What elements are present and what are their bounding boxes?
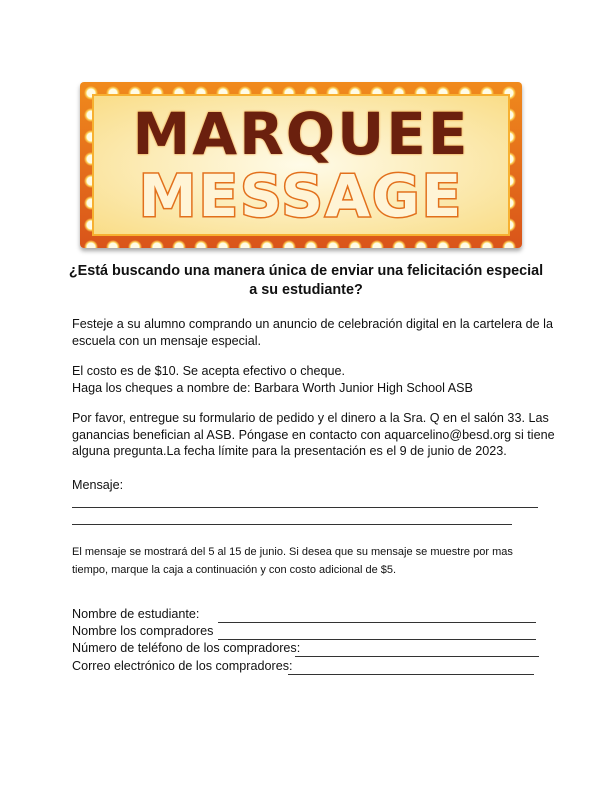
buyers-email-field[interactable] (288, 674, 534, 675)
text-line: tiempo, marque la caja a continuación y con costo adicional de $5. (72, 564, 397, 576)
buyers-name-label: Nombre los compradores (72, 624, 214, 638)
heading (60, 262, 552, 300)
logo-line2: MESSAGE (138, 162, 464, 230)
buyers-name-field[interactable] (218, 639, 536, 640)
text-line: El costo es de $10. Se acepta efectivo o cheque. (72, 364, 346, 378)
cost-paragraph (72, 363, 473, 396)
text-line: El mensaje se mostrará del 5 al 15 de junio. Si desea que su mensaje se muestre por mas (72, 546, 513, 558)
buyers-phone-label: Número de teléfono de los compradores: (72, 641, 301, 655)
logo-line1: MARQUEE (132, 100, 470, 168)
message-label: Mensaje: (72, 478, 124, 492)
logo-panel (92, 94, 510, 236)
display-note (72, 543, 513, 579)
heading-line: a su estudiante? (249, 282, 363, 298)
text-line: ganancias benefician al ASB. Póngase en contacto con aquarcelino@besd.org si tiene (72, 427, 555, 442)
instructions-paragraph (72, 410, 555, 460)
buyers-email-label: Correo electrónico de los compradores: (72, 659, 293, 673)
text-line: escuela con un mensaje especial. (72, 333, 262, 348)
student-name-field[interactable] (218, 622, 536, 623)
text-line: Festeje a su alumno comprando un anuncio de celebración digital en la cartelera de la (72, 317, 553, 331)
marquee-message-logo (80, 82, 522, 248)
heading-line: ¿Está buscando una manera única de enviar una felicitación especial (68, 263, 544, 279)
message-line-1[interactable] (72, 507, 538, 508)
text-line: Por favor, entregue su formulario de pedido y el dinero a la Sra. Q en el salón 33. Las (72, 411, 549, 425)
intro-paragraph (72, 316, 553, 349)
student-name-label: Nombre de estudiante: (72, 607, 200, 621)
buyers-phone-field[interactable] (295, 656, 539, 657)
message-line-2[interactable] (72, 524, 512, 525)
text-line: Haga los cheques a nombre de: Barbara Worth Junior High School ASB (72, 380, 473, 395)
text-line: alguna pregunta.La fecha límite para la presentación es el 9 de junio de 2023. (72, 444, 507, 458)
